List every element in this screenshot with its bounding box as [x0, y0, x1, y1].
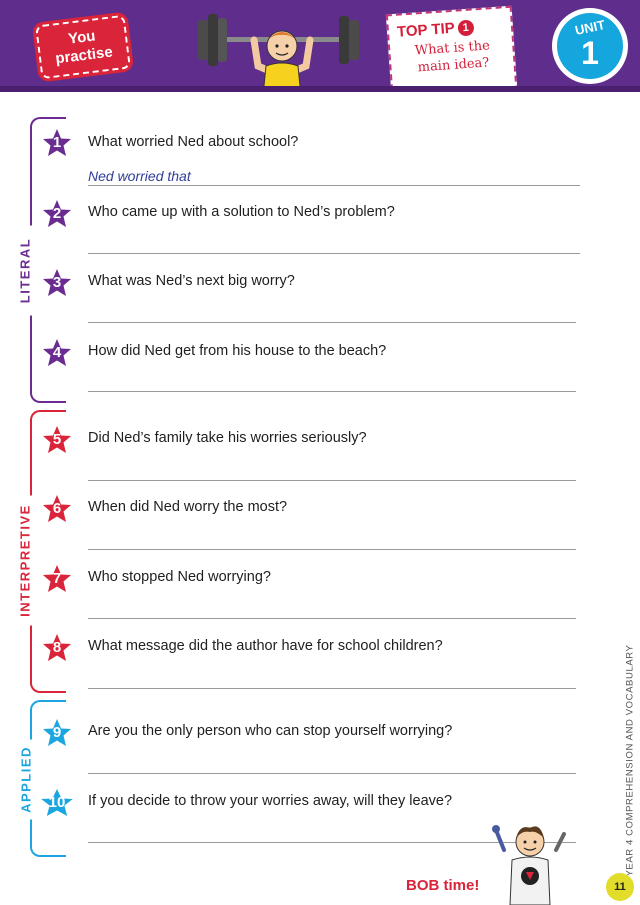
answer-line-2[interactable] — [88, 253, 580, 254]
question-number-star-4 — [42, 338, 72, 368]
unit-label: UNIT — [573, 17, 607, 38]
question-text-9: Are you the only person who can stop yourself worrying? — [88, 723, 453, 739]
bob-time-label: BOB time! — [406, 877, 480, 894]
question-number: 4 — [52, 344, 62, 361]
question-number: 7 — [52, 570, 62, 587]
question-number-star-2 — [42, 199, 72, 229]
book-title-vertical: YEAR 4 COMPREHENSION AND VOCABULARY — [624, 644, 636, 877]
answer-line-3[interactable] — [88, 322, 576, 323]
answer-line-9[interactable] — [88, 773, 576, 774]
answer-line-1[interactable] — [88, 185, 580, 186]
section-label-applied: APPLIED — [17, 740, 36, 820]
question-number: 1 — [52, 134, 62, 151]
question-number-star-8 — [42, 633, 72, 663]
question-text-7: Who stopped Ned worrying? — [88, 569, 271, 585]
question-text-1: What worried Ned about school? — [88, 134, 299, 150]
bob-character-illustration — [490, 820, 570, 905]
top-tip-number: 1 — [457, 19, 474, 36]
top-tip-note — [386, 6, 518, 92]
question-number: 3 — [52, 274, 62, 291]
question-text-4: How did Ned get from his house to the beach? — [88, 343, 387, 359]
question-text-6: When did Ned worry the most? — [88, 499, 288, 515]
unit-badge — [552, 8, 628, 84]
badge-line-2: practise — [54, 43, 114, 68]
question-number: 2 — [52, 205, 62, 222]
question-text-3: What was Ned’s next big worry? — [88, 273, 295, 289]
question-number-star-5 — [42, 425, 72, 455]
page-number: 11 — [606, 873, 634, 901]
answer-line-4[interactable] — [88, 391, 576, 392]
weightlifter-illustration — [192, 6, 372, 92]
answer-line-7[interactable] — [88, 618, 576, 619]
unit-badge-circle — [557, 13, 623, 79]
question-number: 10 — [48, 794, 66, 811]
question-number: 6 — [52, 500, 62, 517]
top-tip-text — [398, 36, 508, 77]
question-number: 8 — [52, 639, 62, 656]
question-text-8: What message did the author have for school children? — [88, 638, 443, 654]
question-number-star-6 — [42, 494, 72, 524]
top-tip-line-1: What is the — [414, 38, 491, 59]
you-practise-badge — [35, 15, 131, 80]
answer-line-6[interactable] — [88, 549, 576, 550]
question-text-5: Did Ned’s family take his worries seriously? — [88, 430, 367, 446]
answer-prompt-1: Ned worried that — [88, 168, 191, 184]
unit-number: 1 — [581, 35, 599, 71]
question-text-2: Who came up with a solution to Ned’s problem? — [88, 204, 395, 220]
top-tip-title: TOP TIP — [396, 19, 456, 41]
question-number-star-7 — [42, 564, 72, 594]
question-number-star-3 — [42, 268, 72, 298]
badge-line-1: You — [67, 27, 97, 48]
answer-line-5[interactable] — [88, 480, 576, 481]
page-header — [0, 0, 640, 92]
question-number: 9 — [52, 724, 62, 741]
section-label-interpretive: INTERPRETIVE — [16, 496, 35, 626]
question-number-star-1 — [42, 128, 72, 158]
question-number: 5 — [52, 431, 62, 448]
question-text-10: If you decide to throw your worries away, will they leave? — [88, 793, 453, 809]
top-tip-line-2: main idea? — [417, 55, 490, 76]
question-number-star-10 — [40, 788, 74, 818]
answer-line-8[interactable] — [88, 688, 576, 689]
question-number-star-9 — [42, 718, 72, 748]
section-label-literal: LITERAL — [16, 226, 35, 316]
